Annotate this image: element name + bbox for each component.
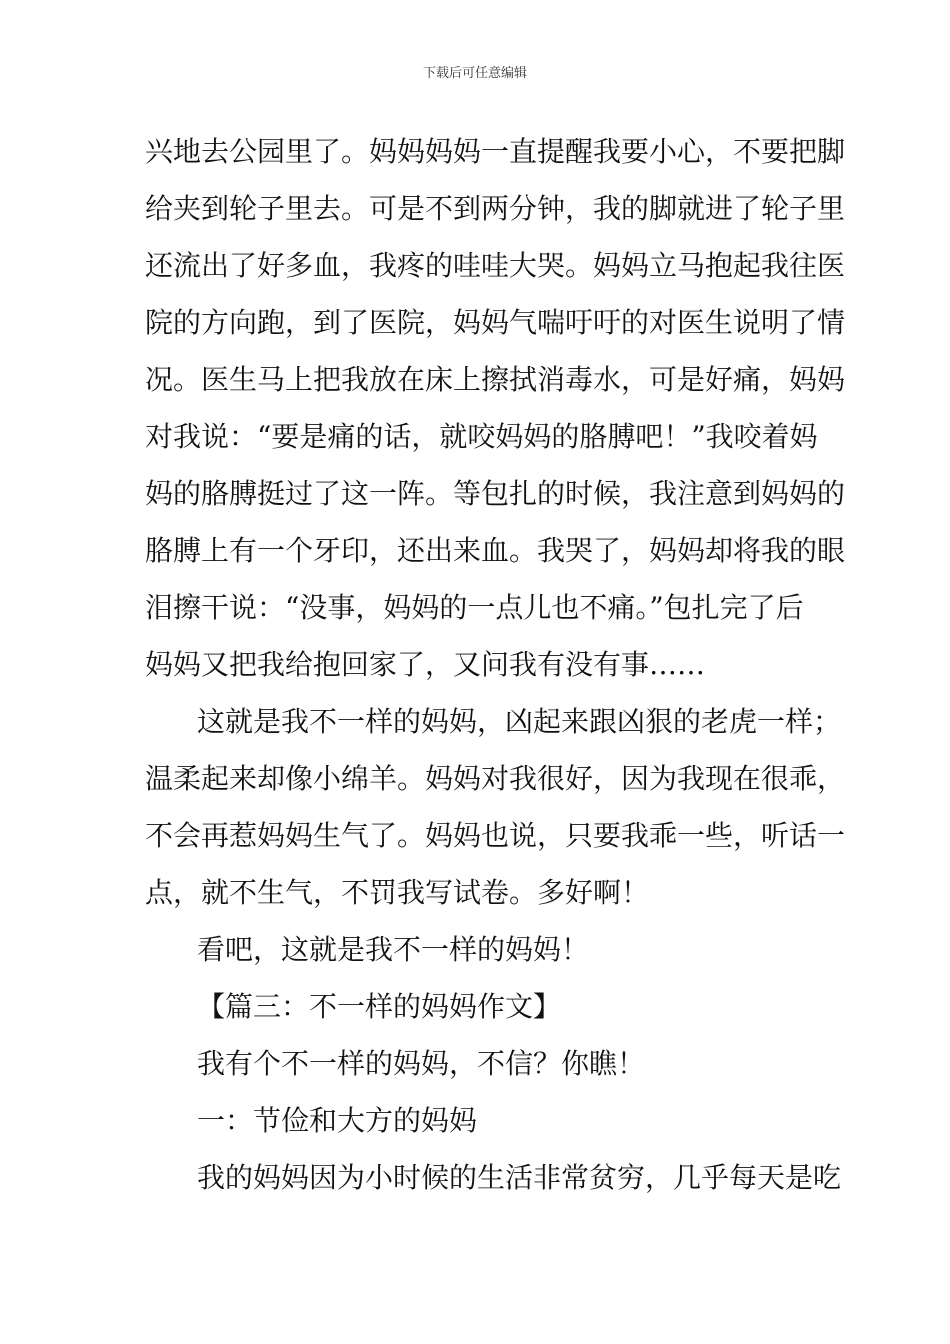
text-line: 温柔起来却像小绵羊。妈妈对我很好，因为我现在很乖， [145, 762, 846, 795]
text-line: 泪擦干说：“没事，妈妈的一点儿也不痛。”包扎完了后 [145, 591, 804, 624]
text-line: 况。医生马上把我放在床上擦拭消毒水，可是好痛，妈妈 [145, 363, 846, 396]
section-heading: 【篇三：不一样的妈妈作文】 [197, 990, 562, 1023]
subheading: 一：节俭和大方的妈妈 [197, 1104, 478, 1137]
text-line: 不会再惹妈妈生气了。妈妈也说，只要我乖一些，听话一 [145, 819, 846, 852]
document-body [145, 128, 846, 1211]
text-line: 对我说：“要是痛的话，就咬妈妈的胳膊吧！”我咬着妈 [145, 420, 818, 453]
text-line: 给夹到轮子里去。可是不到两分钟，我的脚就进了轮子里 [145, 192, 846, 225]
paragraph-start-line: 我有个不一样的妈妈，不信？你瞧！ [197, 1047, 646, 1080]
text-line: 胳膊上有一个牙印，还出来血。我哭了，妈妈却将我的眼 [145, 534, 846, 567]
text-line: 兴地去公园里了。妈妈妈妈一直提醒我要小心，不要把脚 [145, 135, 846, 168]
text-line: 院的方向跑，到了医院，妈妈气喘吁吁的对医生说明了情 [145, 306, 846, 339]
text-line: 妈的胳膊挺过了这一阵。等包扎的时候，我注意到妈妈的 [145, 477, 846, 510]
text-line: 妈妈又把我给抱回家了，又问我有没有事…… [145, 648, 706, 681]
text-line: 点，就不生气，不罚我写试卷。多好啊！ [145, 876, 650, 909]
page-header: 下载后可任意编辑 [422, 66, 527, 81]
text-line: 还流出了好多血，我疼的哇哇大哭。妈妈立马抱起我往医 [145, 249, 846, 282]
paragraph-start-line: 我的妈妈因为小时候的生活非常贫穷，几乎每天是吃 [197, 1161, 842, 1194]
paragraph-start-line: 这就是我不一样的妈妈，凶起来跟凶狠的老虎一样； [197, 705, 842, 738]
paragraph-start-line: 看吧，这就是我不一样的妈妈！ [197, 933, 590, 966]
